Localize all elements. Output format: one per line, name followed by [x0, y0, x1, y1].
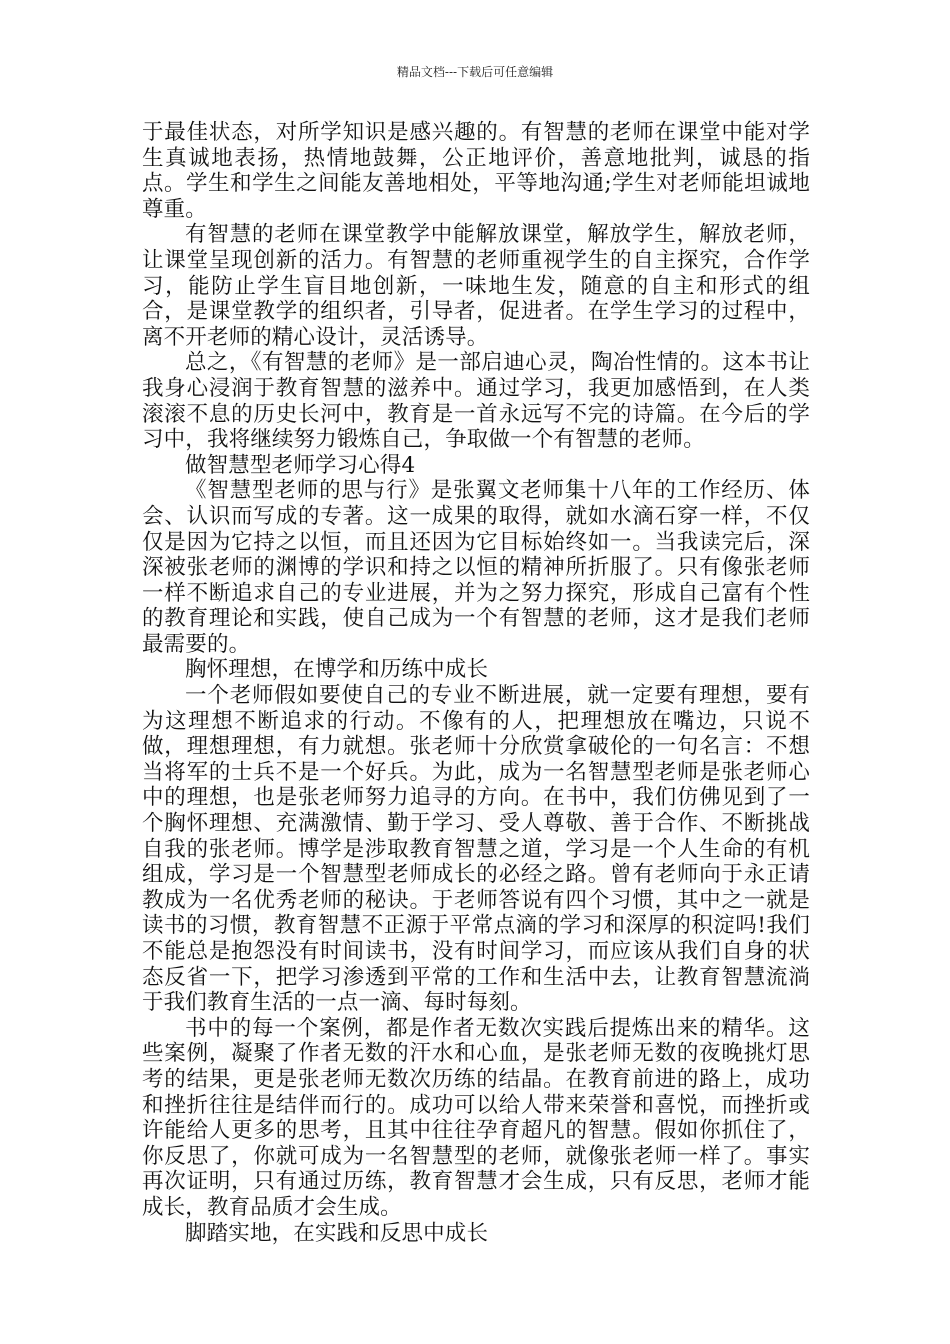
paragraph: 有智慧的老师在课堂教学中能解放课堂，解放学生，解放老师，让课堂呈现创新的活力。有智慧的老师重视学生的自主探究，合作学习，能防止学生盲目地创新，一味地生发，随意的自主和形式的组合，是课堂教学的组织者，引导者，促进者。在学生学习的过程中，离不开老师的精心设计，灵活诱导。: [142, 222, 810, 350]
paragraph: 于最佳状态，对所学知识是感兴趣的。有智慧的老师在课堂中能对学生真诚地表扬，热情地鼓舞，公正地评价，善意地批判，诚恳的指点。学生和学生之间能友善地相处，平等地沟通;学生对老师能坦诚地尊重。: [142, 120, 810, 222]
section-heading: 脚踏实地，在实践和反思中成长: [185, 1220, 489, 1246]
paragraph: 一个老师假如要使自己的专业不断进展，就一定要有理想，要有为这理想不断追求的行动。不像有的人，把理想放在嘴边，只说不做，理想理想，有力就想。张老师十分欣赏拿破伦的一句名言：不想当将军的士兵不是一个好兵。为此，成为一名智慧型老师是张老师心中的理想，也是张老师努力追寻的方向。在书中，我们仿佛见到了一个胸怀理想、充满激情、勤于学习、受人尊敬、善于合作、不断挑战自我的张老师。博学是涉取教育智慧之道，学习是一个人生命的有机组成，学习是一个智慧型老师成长的必经之路。曾有老师向于永正请教成为一名优秀老师的秘诀。于老师答说有四个习惯，其中之一就是读书的习惯，教育智慧不正源于平常点滴的学习和深厚的积淀吗!我们不能总是抱怨没有时间读书，没有时间学习，而应该从我们自身的状态反省一下，把学习渗透到平常的工作和生活中去，让教育智慧流淌于我们教育生活的一点一滴、每时每刻。: [142, 683, 810, 1016]
paragraph: 《智慧型老师的思与行》是张翼文老师集十八年的工作经历、体会、认识而写成的专著。这一成果的取得，就如水滴石穿一样，不仅仅是因为它持之以恒，而且还因为它目标始终如一。当我读完后，深深被张老师的渊博的学识和持之以恒的精神所折服了。只有像张老师一样不断追求自己的专业进展，并为之努力探究，形成自己富有个性的教育理论和实践，使自己成为一个有智慧的老师，这才是我们老师最需要的。: [142, 478, 810, 657]
section-heading: 做智慧型老师学习心得4: [185, 452, 416, 478]
document-body: [142, 120, 810, 1246]
section-heading: 胸怀理想，在博学和历练中成长: [185, 657, 489, 683]
paragraph: 书中的每一个案例，都是作者无数次实践后提炼出来的精华。这些案例，凝聚了作者无数的汗水和心血，是张老师无数的夜晚挑灯思考的结果，更是张老师无数次历练的结晶。在教育前进的路上，成功和挫折往往是结伴而行的。成功可以给人带来荣誉和喜悦，而挫折或许能给人更多的思考，且其中往往孕育超凡的智慧。假如你抓住了，你反思了，你就可成为一名智慧型的老师，就像张老师一样了。事实再次证明，只有通过历练，教育智慧才会生成，只有反思，老师才能成长，教育品质才会生成。: [142, 1015, 810, 1220]
page-header: 精品文档---下载后可任意编辑: [396, 65, 554, 79]
paragraph: 总之，《有智慧的老师》是一部启迪心灵，陶冶性情的。这本书让我身心浸润于教育智慧的滋养中。通过学习，我更加感悟到，在人类滚滚不息的历史长河中，教育是一首永远写不完的诗篇。在今后的学习中，我将继续努力锻炼自己，争取做一个有智慧的老师。: [142, 350, 810, 453]
